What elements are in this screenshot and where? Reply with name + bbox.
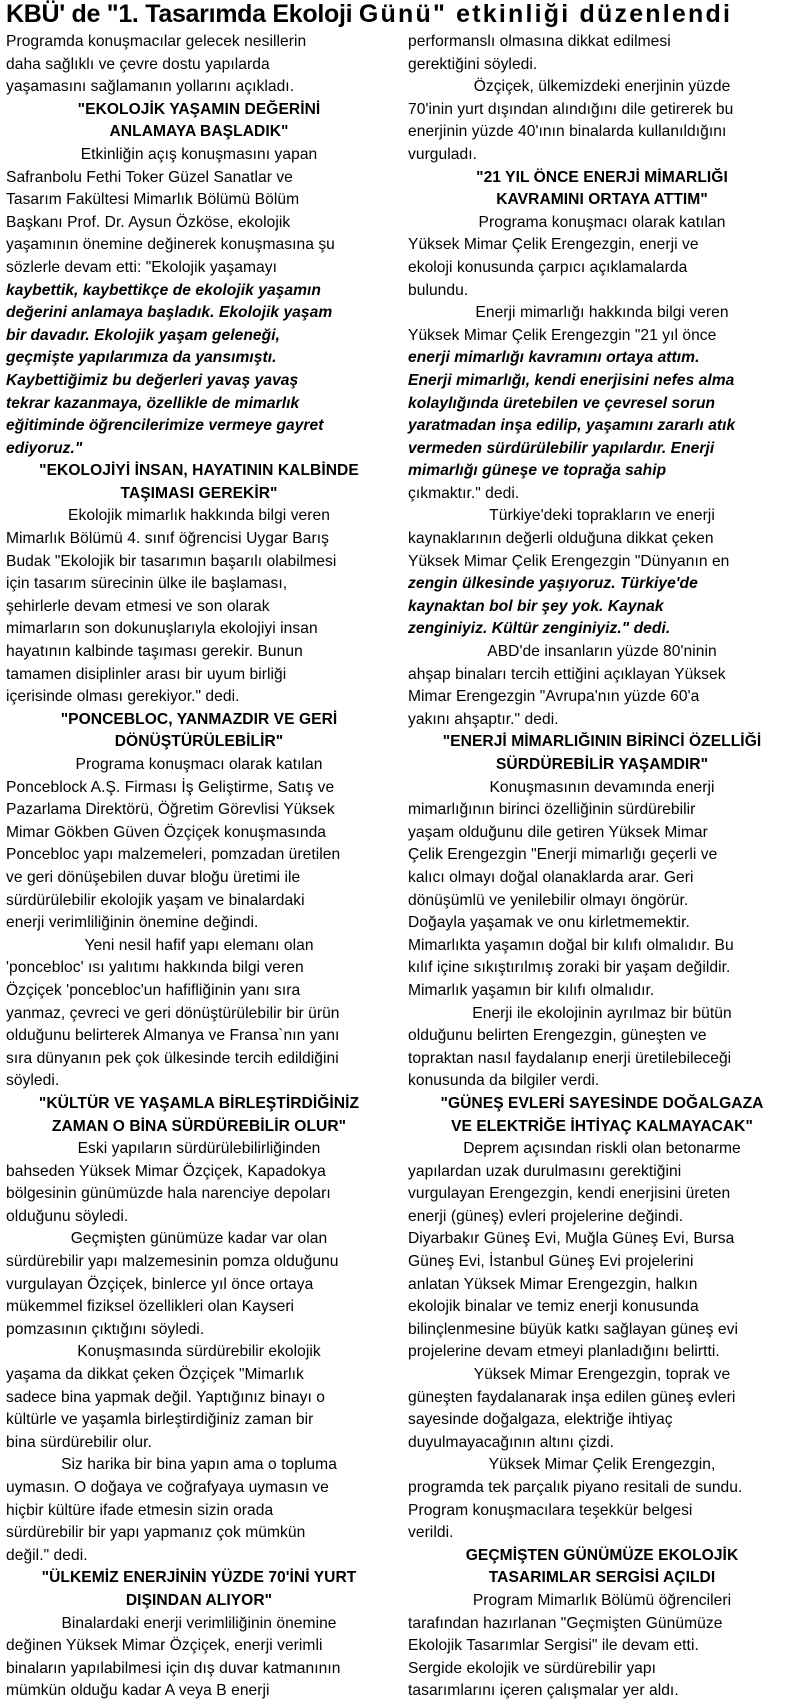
article-text-line: kaynaktan bol bir şey yok. Kaynak <box>408 597 664 615</box>
article-text-line: Poncebloc yapı malzemeleri, pomzadan üretilen <box>6 846 341 864</box>
article-text-line: Mimar Erengezgin "Avrupa'nın yüzde 60'a <box>408 688 700 706</box>
article-text-line: Kaybettiğimiz bu değerleri yavaş yavaş <box>6 371 299 389</box>
article-text-line: yanmaz, çevreci ve geri dönüştürülebilir bir ürün <box>6 1004 340 1022</box>
article-text-line: uymasın. O doğaya ve coğrafyaya uymasın ve <box>6 1479 329 1496</box>
article-text-line: kolaylığında üretebilen ve çevresel sorun <box>408 394 716 412</box>
article-text-line: Enerji mimarlığı hakkında bilgi veren <box>475 304 729 322</box>
article-text-line: enerjinin yüzde 40'ının binalarda kullanıldığını <box>408 123 727 141</box>
article-text-line: sayesinde doğalgaza, elektriğe ihtiyaç <box>408 1411 673 1429</box>
article-text-line: enerji verimliliğinin önemine değindi. <box>6 914 259 932</box>
article-text-line: ediyoruz." <box>6 439 83 457</box>
article-text-line: Başkanı Prof. Dr. Aysun Özköse, ekolojik <box>6 213 291 231</box>
article-text-line: Mimarlıkta yaşamın doğal bir kılıfı olmalıdır. Bu <box>408 936 734 954</box>
article-text-line: sürdürebilir bir yapı yapmanız çok mümkün <box>6 1524 306 1542</box>
article-text-line: eğitiminde öğrencilerimize vermeye gayret <box>6 417 324 435</box>
section-heading-line: "GÜNEŞ EVLERİ SAYESİNDE DOĞALGAZA <box>440 1094 764 1112</box>
article-text-line: Yüksek Mimar Çelik Erengezgin "Dünyanın en <box>408 552 730 570</box>
article-text-line: Mimar Gökben Güven Özçiçek konuşmasında <box>6 823 327 841</box>
article-text-line: mümkün olduğu kadar A veya B enerji <box>6 1682 270 1700</box>
section-heading-line: DÖNÜŞTÜRÜLEBİLİR" <box>114 733 284 751</box>
article-text-line: binaların yapılabilmesi için dış duvar katmanının <box>6 1659 341 1677</box>
section-heading-line: TASARIMLAR SERGİSİ AÇILDI <box>488 1569 716 1587</box>
section-heading-line: KAVRAMINI ORTAYA ATTIM" <box>496 191 708 209</box>
article-text-line: Türkiye'deki toprakların ve enerji <box>489 507 715 525</box>
article-text-line: programda tek parçalık piyano resitali de sundu. <box>408 1479 743 1496</box>
article-text-line: zengin ülkesinde yaşıyoruz. Türkiye'de <box>408 575 698 593</box>
section-heading-line: ZAMAN O BİNA SÜRDÜREBİLİR OLUR" <box>51 1117 347 1135</box>
article-text-line: vurgulayan Özçiçek, binlerce yıl önce ortaya <box>6 1275 314 1293</box>
article-text-line: Özçiçek 'poncebloc'un hafifliğinin yanı sıra <box>6 981 301 999</box>
article-text-line: sıra dünyanın pek çok ülkesinde tercih edildiğini <box>6 1049 339 1067</box>
section-heading-line: SÜRDÜREBİLİR YAŞAMDIR" <box>495 756 709 773</box>
section-heading-line: "KÜLTÜR VE YAŞAMLA BİRLEŞTİRDİĞİNİZ <box>38 1094 360 1112</box>
article-text-line: Yüksek Mimar Erengezgin, toprak ve <box>473 1366 731 1384</box>
article-text-line: Program Mimarlık Bölümü öğrencileri <box>472 1591 732 1609</box>
section-heading-line: "ENERJİ MİMARLIĞININ BİRİNCİ ÖZELLİĞİ <box>442 733 762 751</box>
article-text-line: ve geri dönüşebilen duvar bloğu üretimi ile <box>6 868 301 886</box>
article-text-line: Tasarım Fakültesi Mimarlık Bölümü Bölüm <box>6 191 300 209</box>
article-text-line: mükemmel fiziksel özellikleri olan Kayseri <box>6 1298 295 1316</box>
article-text-line: bina sürdürebilir olur. <box>6 1433 152 1451</box>
article-text-line: kılıf içine sıkıştırılmış zoraki bir yaşam değildir. <box>408 959 731 977</box>
article-text-line: kaybettik, kaybettikçe de ekolojik yaşamın <box>6 281 321 299</box>
article-text-line: olduğunu söyledi. <box>6 1207 129 1225</box>
section-heading-line: DIŞINDAN ALIYOR" <box>125 1591 273 1609</box>
article-text-line: geçmişte yapılarımıza da yansımıştı. <box>6 349 277 367</box>
article-text-line: mimarlığı güneşe ve toprağa sahip <box>408 462 667 480</box>
headline <box>6 0 800 34</box>
article-text-line: sözlerle devam etti: "Ekolojik yaşamayı <box>6 258 277 276</box>
article-text-line: bilinçlenmesine büyük katkı sağlayan güneş evi <box>408 1320 738 1338</box>
article-text-line: Binalardaki enerji verimliliğinin önemine <box>61 1614 337 1632</box>
article-text-line: değerini anlamaya başladık. Ekolojik yaşam <box>6 304 333 322</box>
section-heading-line: "EKOLOJİYİ İNSAN, HAYATININ KALBİNDE <box>39 462 359 480</box>
article-text-line: 70'inin yurt dışından alındığını dile getirerek bu <box>408 100 734 118</box>
article-text-line: tekrar kazanmaya, özellikle de mimarlık <box>6 394 300 412</box>
article-text-line: Mimarlık Bölümü 4. sınıf öğrencisi Uygar Barış <box>6 530 329 548</box>
article-text-line: Enerji ile ekolojinin ayrılmaz bir bütün <box>472 1004 732 1022</box>
article-text-line: yaşam olduğunu dile getiren Yüksek Mimar <box>408 823 708 841</box>
section-heading-line: TAŞIMASI GEREKİR" <box>120 484 278 502</box>
article-text-line: çıkmaktır." dedi. <box>408 484 520 502</box>
section-heading-line: GEÇMİŞTEN GÜNÜMÜZE EKOLOJİK <box>465 1546 739 1564</box>
article-text-line: ahşap binaları tercih ettiğini açıklayan Yüksek <box>408 665 726 683</box>
article-text-line: kültürle ve yaşamla birleştirdiğiniz zaman bir <box>6 1411 314 1429</box>
article-text-line: Ponceblock A.Ş. Firması İş Geliştirme, Satış ve <box>6 778 335 796</box>
article-text-line: sürdürebilir yapı malzemesinin pomza olduğunu <box>6 1253 339 1271</box>
article-text-line: içerisinde olması gerekiyor." dedi. <box>6 688 240 706</box>
article-text-line: Eski yapıların sürdürülebilirliğinden <box>77 1140 321 1158</box>
article-text-line: tasarımlarını içeren çalışmalar yer aldı. <box>408 1682 679 1700</box>
article-column-right <box>408 31 796 1700</box>
article-text-line: Deprem açısından riskli olan betonarme <box>463 1140 741 1158</box>
article-text-line: Geçmişten günümüze kadar var olan <box>70 1230 328 1248</box>
article-text-line: Yeni nesil hafif yapı elemanı olan <box>84 936 314 954</box>
section-heading-line: "PONCEBLOC, YANMAZDIR VE GERİ <box>60 710 338 728</box>
headline-part-1: KBÜ' de "1. Tasarımda Ekoloji <box>6 0 359 28</box>
article-text-line: yakını ahşaptır." dedi. <box>408 710 559 728</box>
article-text-line: enerji mimarlığı kavramını ortaya attım. <box>408 349 700 367</box>
article-text-line: vermeden sürdürülebilir yapılardır. Enerji <box>408 439 715 457</box>
article-text-line: Konuşmasının devamında enerji <box>489 778 715 796</box>
article-text-line: güneşten faydalanarak inşa edilen güneş evleri <box>408 1388 736 1406</box>
article-text-line: vurgulayan Erengezgin, kendi enerjisini üreten <box>408 1185 731 1203</box>
article-text-line: duyulmayacağının altını çizdi. <box>408 1433 615 1451</box>
article-text-line: sürdürülebilir ekolojik yaşam ve binalardaki <box>6 891 305 909</box>
article-column-left <box>6 31 392 1700</box>
article-text-line: tarafından hazırlanan "Geçmişten Günümüze <box>408 1614 723 1632</box>
article-text-line: Pazarlama Direktörü, Öğretim Görevlisi Yüksek <box>6 801 335 819</box>
article-text-line: Doğayla yaşamak ve onu kirletmemektir. <box>408 914 690 932</box>
article-text-line: Ekolojik mimarlık hakkında bilgi veren <box>68 507 330 525</box>
article-text-line: ABD'de insanların yüzde 80'ninin <box>487 643 717 661</box>
section-heading-line: ANLAMAYA BAŞLADIK" <box>109 123 289 141</box>
article-text-line: Konuşmasında sürdürebilir ekolojik <box>77 1343 321 1361</box>
article-text-line: Ekolojik Tasarımlar Sergisi" ile devam etti. <box>408 1637 699 1655</box>
article-text-line: bölgesinin günümüzde hala narenciye depoları <box>6 1185 331 1203</box>
article-text-line: Sergide ekolojik ve sürdürebilir yapı <box>408 1659 657 1677</box>
article-text-line: yaşama da dikkat çeken Özçiçek "Mimarlık <box>6 1366 304 1384</box>
article-text-line: Programa konuşmacı olarak katılan <box>478 213 726 231</box>
article-text-line: tamamen disiplinler arası bir uyum birliği <box>6 665 287 683</box>
article-text-line: Budak "Ekolojik bir tasarımın başarılı olabilmesi <box>6 552 337 570</box>
article-text-line: değil." dedi. <box>6 1546 88 1564</box>
article-text-line: pomzasının çıktığını söyledi. <box>6 1320 205 1338</box>
article-text-line: daha sağlıklı ve çevre dostu yapılarda <box>6 55 270 73</box>
section-heading-line: "EKOLOJİK YAŞAMIN DEĞERİNİ <box>77 100 321 118</box>
article-text-line: enerji (güneş) evleri projelerine değindi. <box>408 1207 684 1225</box>
article-text-line: yaratmadan inşa edilip, yaşamını zararlı atık <box>408 417 736 435</box>
article-text-line: Güneş Evi, İstanbul Güneş Evi projelerini <box>408 1253 694 1271</box>
article-text-line: Siz harika bir bina yapın ama o topluma <box>61 1456 337 1474</box>
article-text-line: mimarların son dokunuşlarıyla ekolojiyi insan <box>6 620 318 638</box>
article-text-line: Özçiçek, ülkemizdeki enerjinin yüzde <box>473 78 731 96</box>
article-text-line: gerektiğini söyledi. <box>408 55 538 73</box>
article-text-line: sadece bina yapmak değil. Yaptığınız binayı o <box>6 1388 325 1406</box>
article-text-line: Yüksek Mimar Çelik Erengezgin, <box>488 1456 716 1474</box>
headline-part-2: Günü" etkinliği düzenlendi <box>358 0 733 28</box>
article-text-line: projelerine devam etmeyi planladığını belirtti. <box>408 1343 720 1361</box>
article-text-line: hayatının kalbinde taşıması gerekir. Bunun <box>6 643 303 661</box>
article-text-line: dönüşümlü ve yenilebilir olmayı öngörür. <box>408 891 689 909</box>
section-heading-line: "ÜLKEMİZ ENERJİNİN YÜZDE 70'İNİ YURT <box>41 1569 357 1587</box>
article-text-line: Yüksek Mimar Çelik Erengezgin, enerji ve <box>408 236 699 254</box>
article-text-line: Safranbolu Fethi Toker Güzel Sanatlar ve <box>6 168 293 186</box>
article-text-line: topraktan nasıl faydalanıp enerji üretilebileceği <box>408 1049 732 1067</box>
article-text-line: şehirlerle devam etmesi ve son olarak <box>6 597 270 615</box>
article-text-line: Programda konuşmacılar gelecek nesillerin <box>6 33 307 50</box>
article-text-line: vurguladı. <box>408 145 477 163</box>
article-text-line: ekoloji konusunda çarpıcı açıklamalarda <box>408 258 688 276</box>
article-text-line: Etkinliğin açış konuşmasını yapan <box>80 145 318 163</box>
article-text-line: zenginiyiz. Kültür zenginiyiz." dedi. <box>408 620 671 638</box>
article-text-line: Enerji mimarlığı, kendi enerjisini nefes alma <box>408 371 735 389</box>
article-text-line: anlatan Yüksek Mimar Erengezgin, halkın <box>408 1275 698 1293</box>
article-text-line: bahseden Yüksek Mimar Özçiçek, Kapadokya <box>6 1162 326 1180</box>
article-text-line: Yüksek Mimar Çelik Erengezgin "21 yıl önce <box>408 326 717 344</box>
article-text-line: olduğunu belirterek Almanya ve Fransa`nın yanı <box>6 1027 340 1045</box>
article-text-line: konusunda da bilgiler verdi. <box>408 1072 600 1090</box>
article-text-line: Programa konuşmacı olarak katılan <box>75 756 323 773</box>
article-text-line: yapılardan uzak durulmasını gerektiğini <box>408 1162 682 1180</box>
article-text-line: bir davadır. Ekolojik yaşam geleneği, <box>6 326 280 344</box>
article-text-line: hiçbir kültüre ifade etmesin sizin orada <box>6 1501 274 1519</box>
article-text-line: kaynaklarının değerli olduğuna dikkat çeken <box>408 530 714 548</box>
article-text-line: ekolojik binalar ve temiz enerji konusunda <box>408 1298 699 1316</box>
article-text-line: kalıcı olmayı doğal olanaklarda arar. Geri <box>408 868 694 886</box>
article-text-line: verildi. <box>408 1524 454 1542</box>
article-text-line: yaşamasını sağlamanın yollarını açıkladı. <box>6 78 295 96</box>
article-text-line: değinen Yüksek Mimar Özçiçek, enerji verimli <box>6 1637 323 1655</box>
article-text-line: performanslı olmasına dikkat edilmesi <box>408 33 671 50</box>
article-text-line: bulundu. <box>408 281 469 299</box>
article-text-line: Mimarlık yaşamın bir kılıfı olmalıdır. <box>408 981 655 999</box>
article-text-line: için tasarım sürecinin ülke ile başlaması, <box>6 575 288 593</box>
article-text-line: 'poncebloc' ısı yalıtımı hakkında bilgi veren <box>6 959 304 977</box>
article-text-line: mimarlığının birinci özelliğinin sürdürebilir <box>408 801 696 819</box>
article-text-line: yaşamının önemine değinerek konuşmasına şu <box>6 236 335 254</box>
article-text-line: Diyarbakır Güneş Evi, Muğla Güneş Evi, Bursa <box>408 1230 735 1248</box>
article-text-line: söyledi. <box>6 1072 60 1090</box>
section-heading-line: VE ELEKTRİĞE İHTİYAÇ KALMAYACAK" <box>451 1117 753 1135</box>
article-text-line: Program konuşmacılara teşekkür belgesi <box>408 1501 693 1519</box>
section-heading-line: "21 YIL ÖNCE ENERJİ MİMARLIĞI <box>476 168 728 186</box>
article-text-line: olduğunu belirten Erengezgin, güneşten ve <box>408 1027 707 1045</box>
article-text-line: Çelik Erengezgin "Enerji mimarlığı geçerli ve <box>408 846 718 864</box>
